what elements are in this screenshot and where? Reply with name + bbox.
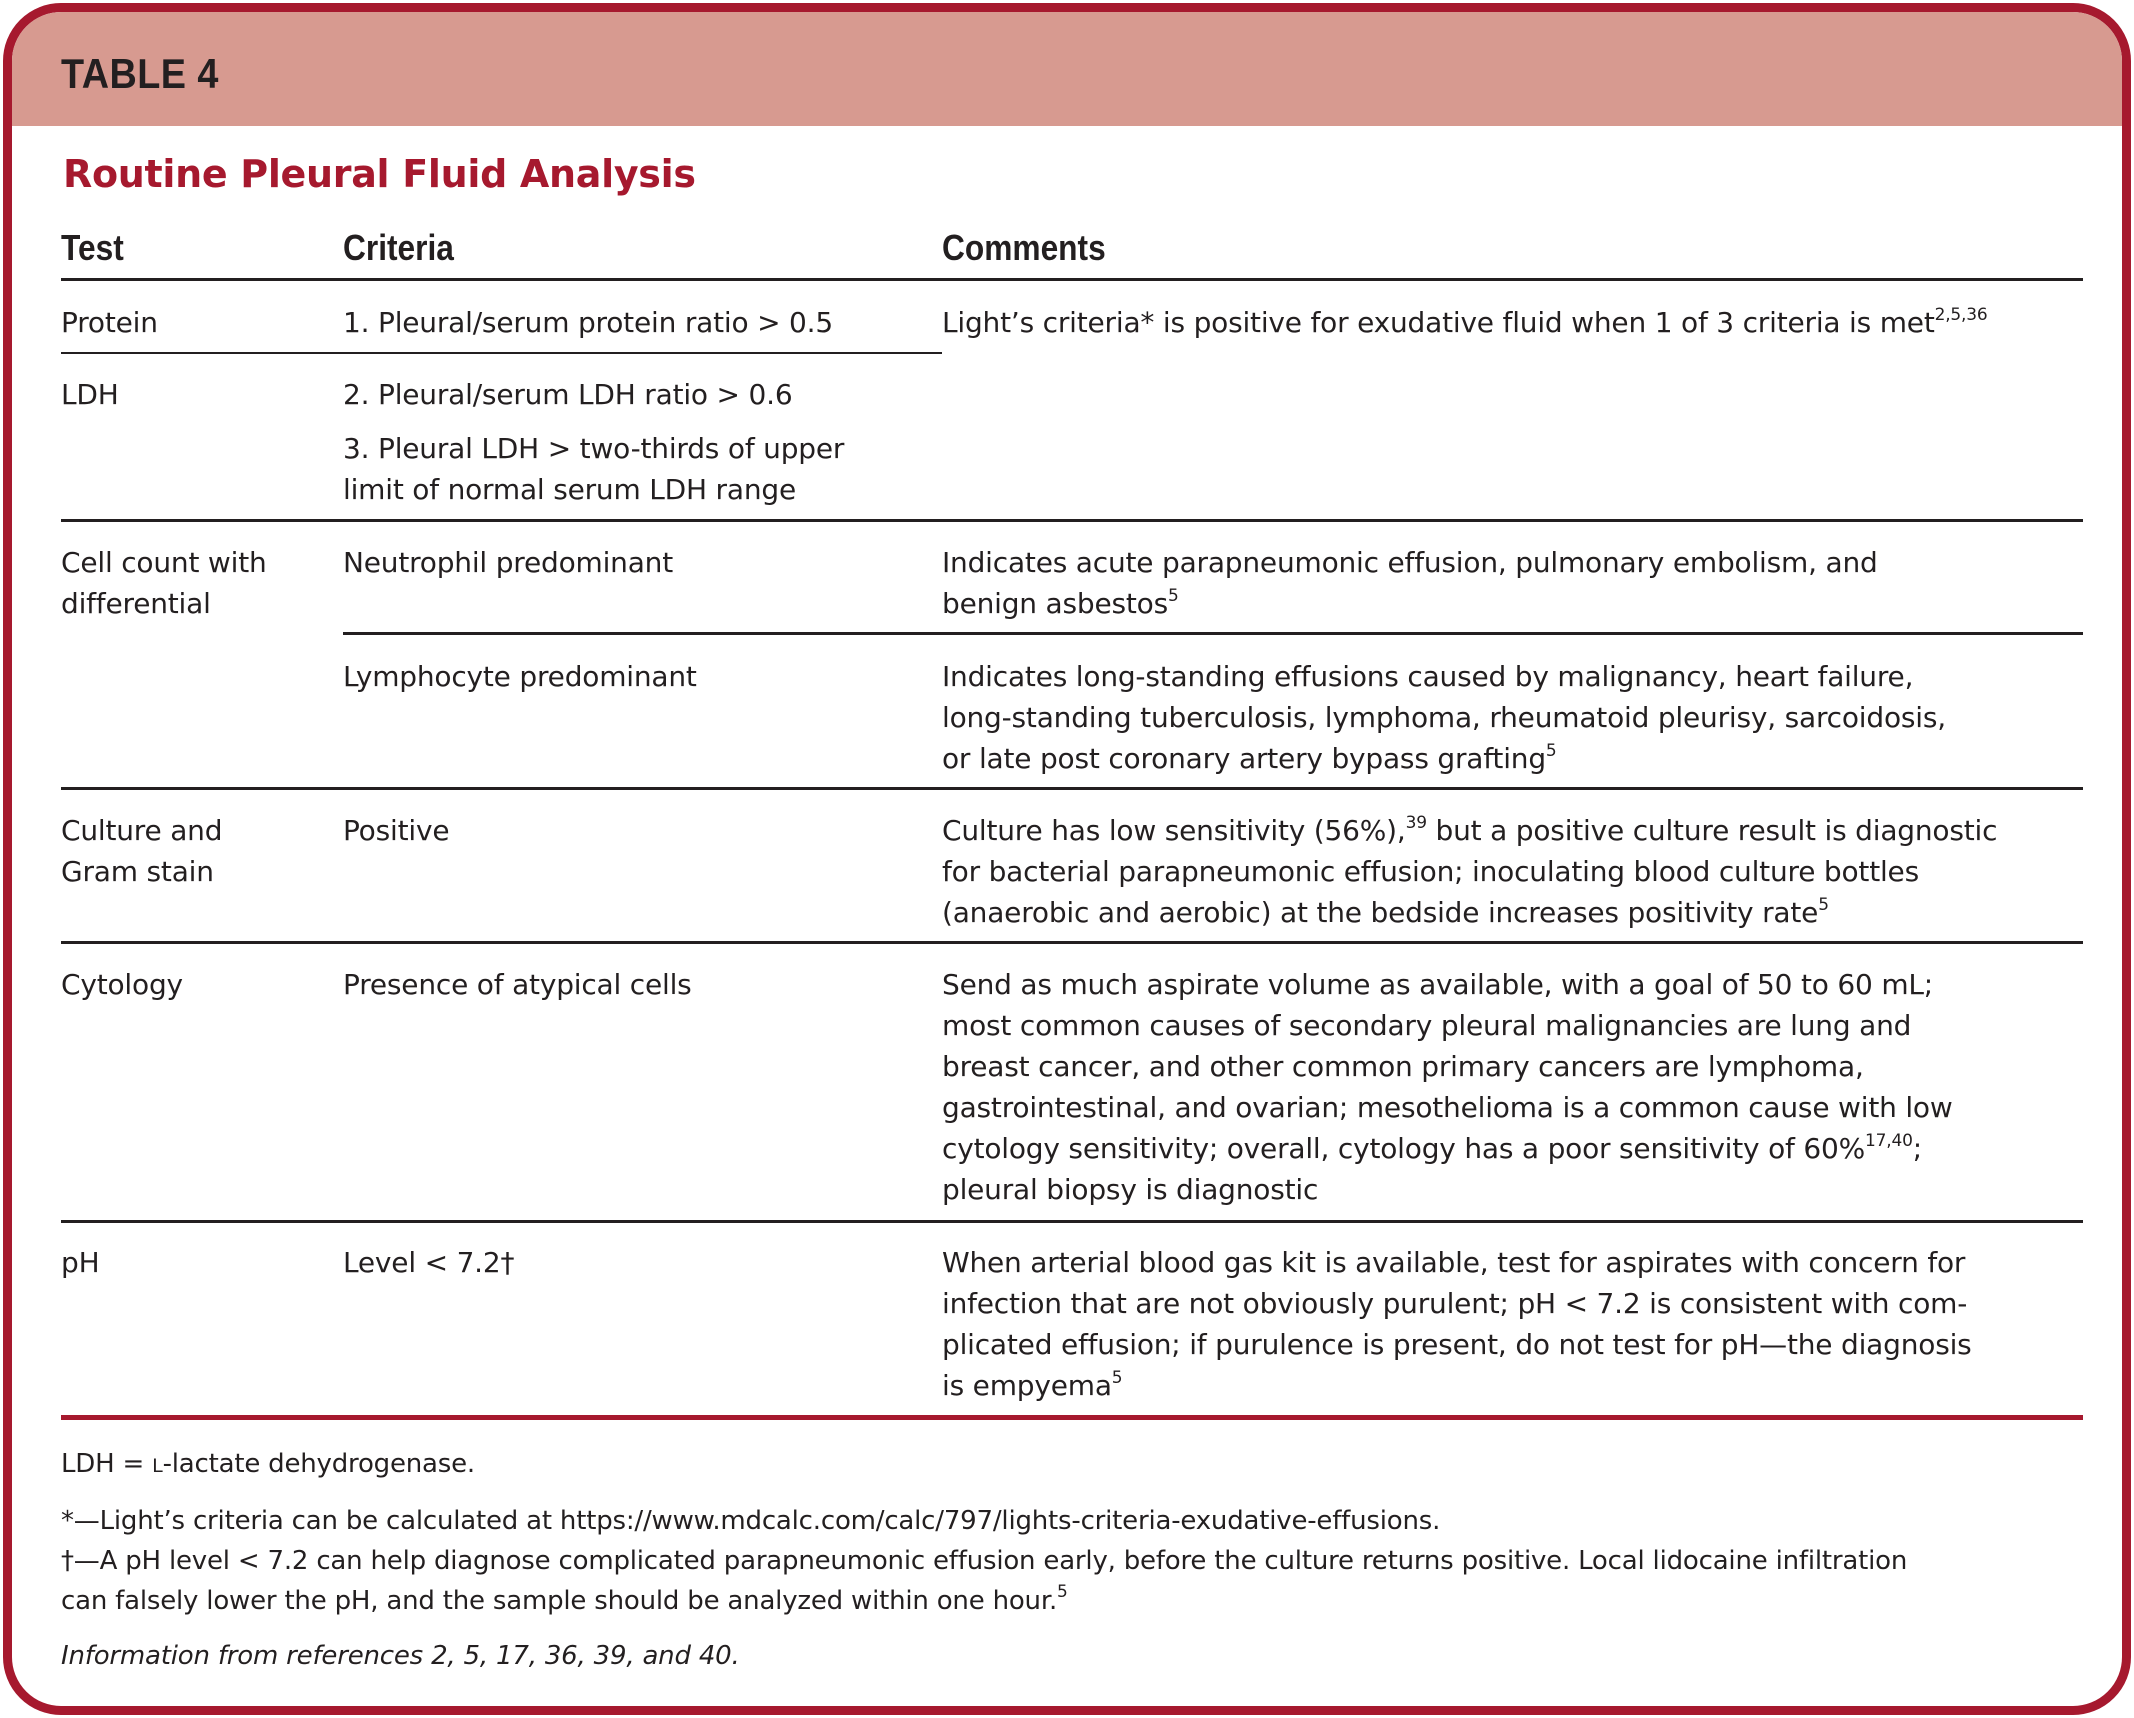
cell-test: pH <box>61 1246 100 1279</box>
cell-criteria: Lymphocyte predominant <box>343 660 697 693</box>
reference-superscript: 5 <box>1111 1368 1123 1388</box>
reference-superscript: 5 <box>1167 586 1179 606</box>
reference-superscript: 17,40 <box>1865 1131 1913 1151</box>
cell-comments-line: or late post coronary artery bypass grafting$^5$ <box>942 741 1557 775</box>
cell-comments-line: Indicates long-standing effusions caused by malignancy, heart failure, <box>942 660 1914 693</box>
table-card <box>3 3 2131 1715</box>
cell-comments-line: (anaerobic and aerobic) at the bedside increases positivity rate$^5$ <box>942 895 1829 929</box>
cell-criteria: Presence of atypical cells <box>343 968 692 1001</box>
cell-comments-line: When arterial blood gas kit is available, test for aspirates with concern for <box>942 1246 1966 1279</box>
cell-criteria: 1. Pleural/serum protein ratio > 0.5 <box>343 306 833 339</box>
footnote-asterisk: *—Light’s criteria can be calculated at https://www.mdcalc.com/calc/797/lights-criteria-exudative-effusions. <box>61 1506 1441 1536</box>
reference-superscript: 39 <box>1405 813 1427 833</box>
row-divider <box>61 1220 2083 1223</box>
cell-comments-line: infection that are not obviously purulent; pH < 7.2 is consistent with com- <box>942 1287 1968 1320</box>
cell-comments-line: Send as much aspirate volume as available, with a goal of 50 to 60 mL; <box>942 968 1934 1001</box>
table-number-label: TABLE 4 <box>61 50 219 97</box>
table-title: Routine Pleural Fluid Analysis <box>63 152 696 196</box>
row-divider <box>343 632 2083 635</box>
cell-test-line: Cell count with <box>61 546 267 579</box>
cell-criteria: 2. Pleural/serum LDH ratio > 0.6 <box>343 378 793 411</box>
cell-comments-line: for bacterial parapneumonic effusion; inoculating blood culture bottles <box>942 855 1919 888</box>
footnote-abbreviation: LDH = L-lactate dehydrogenase. <box>61 1449 475 1479</box>
footnote-dagger-line: †—A pH level < 7.2 can help diagnose complicated parapneumonic effusion early, before the culture returns positive. Local lidocaine infiltration <box>61 1546 1908 1576</box>
footnote-dagger-line: can falsely lower the pH, and the sample should be analyzed within one hour.$^5$ <box>61 1582 1068 1616</box>
cell-criteria: Level < 7.2† <box>343 1246 515 1279</box>
cell-criteria: Positive <box>343 814 450 847</box>
reference-superscript: 5 <box>1545 741 1557 761</box>
cell-test: Protein <box>61 306 158 339</box>
row-divider <box>61 941 2083 944</box>
reference-superscript: 2,5,36 <box>1934 305 1988 325</box>
reference-superscript: 5 <box>1057 1582 1068 1602</box>
cell-comments-line: breast cancer, and other common primary cancers are lymphoma, <box>942 1050 1864 1083</box>
reference-superscript: 5 <box>1818 895 1829 915</box>
cell-comments-line: is empyema$^5$ <box>942 1368 1123 1402</box>
source-note: Information from references 2, 5, 17, 36, 39, and 40. <box>61 1641 740 1671</box>
cell-criteria: Neutrophil predominant <box>343 546 673 579</box>
row-divider <box>61 352 942 354</box>
column-header-criteria: Criteria <box>343 227 454 268</box>
cell-comments: Light’s criteria* is positive for exudative fluid when 1 of 3 criteria is met$^{2,5,36}$ <box>942 305 1988 339</box>
cell-comments-line: pleural biopsy is diagnostic <box>942 1173 1319 1206</box>
column-header-comments: Comments <box>942 227 1106 268</box>
cell-comments-line: Culture has low sensitivity (56%),$^{39}$ but a positive culture result is diagnostic <box>942 813 1998 847</box>
cell-test: LDH <box>61 378 119 411</box>
table-header-band <box>12 12 2122 126</box>
cell-criteria-line: limit of normal serum LDH range <box>343 473 796 506</box>
column-header-test: Test <box>61 227 124 268</box>
cell-test: Cytology <box>61 968 183 1001</box>
cell-comments-line: long-standing tuberculosis, lymphoma, rheumatoid pleurisy, sarcoidosis, <box>942 701 1946 734</box>
cell-criteria-line: 3. Pleural LDH > two-thirds of upper <box>343 432 845 465</box>
row-divider <box>61 519 2083 522</box>
cell-comments-line: Indicates acute parapneumonic effusion, pulmonary embolism, and <box>942 546 1878 579</box>
header-rule <box>61 278 2083 281</box>
cell-test-line: differential <box>61 587 211 620</box>
cell-comments-line: cytology sensitivity; overall, cytology has a poor sensitivity of 60%$^{17,40}$; <box>942 1131 1922 1165</box>
cell-test-line: Gram stain <box>61 855 214 888</box>
table-bottom-rule <box>61 1415 2083 1420</box>
row-divider <box>61 787 2083 790</box>
cell-comments-line: most common causes of secondary pleural malignancies are lung and <box>942 1009 1912 1042</box>
cell-comments-line: gastrointestinal, and ovarian; mesothelioma is a common cause with low <box>942 1091 1953 1124</box>
cell-comments-line: benign asbestos$^5$ <box>942 586 1179 620</box>
cell-test-line: Culture and <box>61 814 223 847</box>
cell-comments-line: plicated effusion; if purulence is present, do not test for pH—the diagnosis <box>942 1328 1972 1361</box>
